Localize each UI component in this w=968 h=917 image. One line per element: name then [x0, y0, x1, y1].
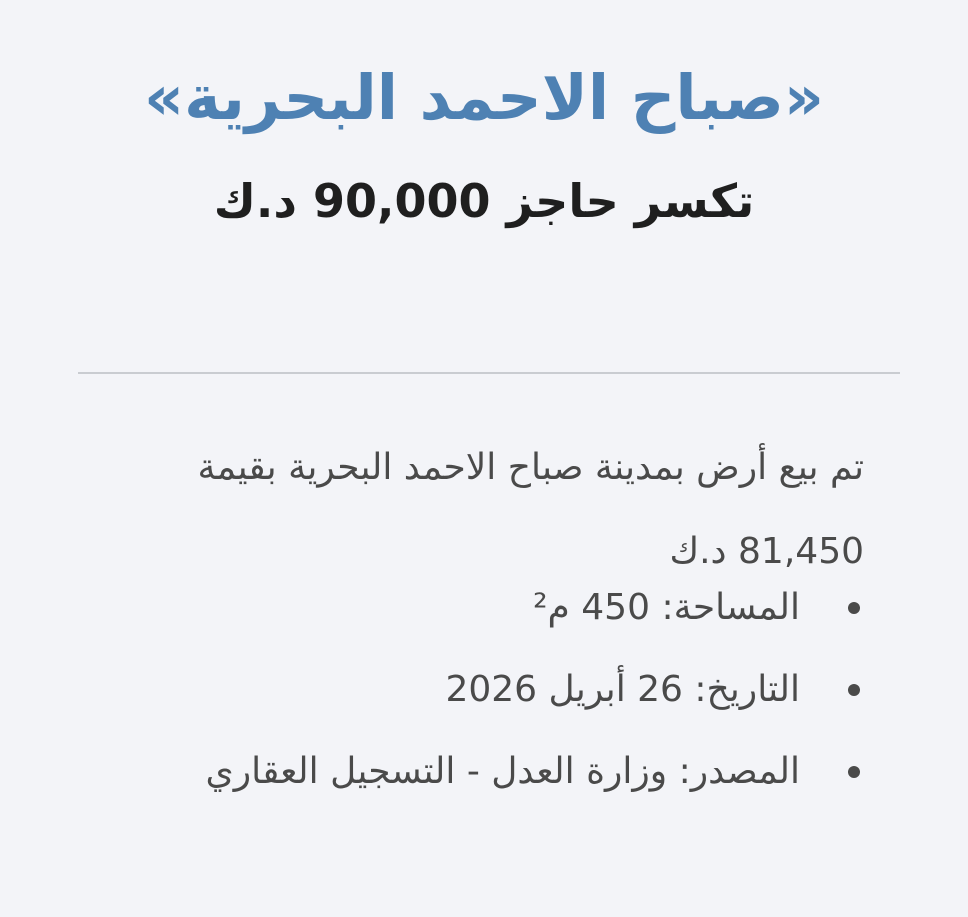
detail-value: 450 م² [533, 587, 650, 628]
body-text: تم بيع أرض بمدينة صباح الاحمد البحرية بقيمة 81,450 د.ك [197, 447, 864, 572]
detail-value: وزارة العدل - التسجيل العقاري [205, 751, 668, 792]
detail-date [64, 652, 864, 734]
bullet-icon [848, 684, 860, 696]
detail-label: المساحة: [661, 587, 800, 628]
details-list [64, 570, 864, 816]
detail-label: التاريخ: [694, 669, 800, 710]
detail-source [64, 734, 864, 816]
detail-area [64, 570, 864, 652]
divider [78, 372, 900, 374]
bullet-icon [848, 602, 860, 614]
detail-value: 26 أبريل 2026 [445, 669, 683, 710]
bullet-icon [848, 766, 860, 778]
detail-label: المصدر: [678, 751, 800, 792]
headline: «صباح الاحمد البحرية» [144, 61, 824, 134]
subheadline: تكسر حاجز 90,000 د.ك [213, 174, 755, 228]
